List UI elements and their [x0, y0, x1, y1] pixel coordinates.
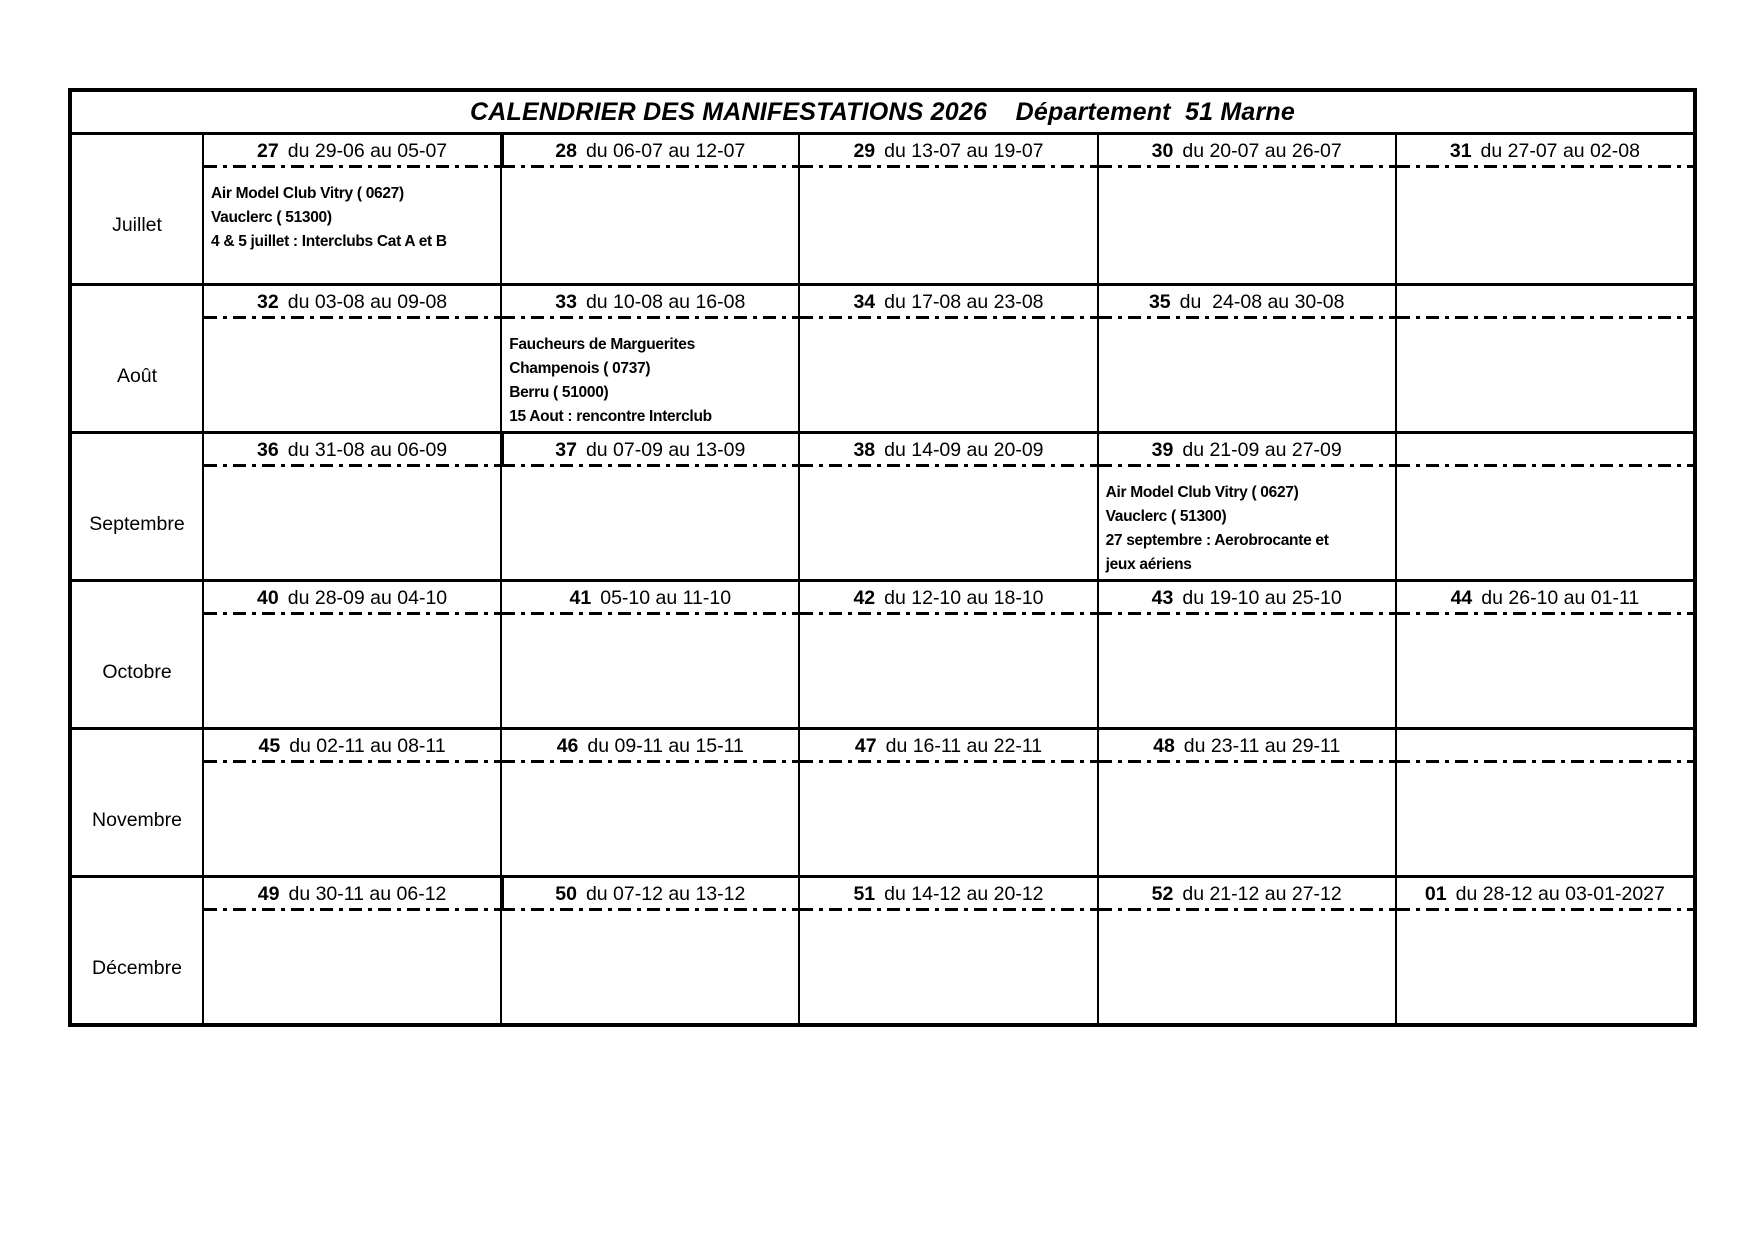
- week-header: [1397, 582, 1693, 612]
- week-dates: du 07-12 au 13-12: [585, 882, 746, 905]
- week-header: [800, 730, 1096, 760]
- week-number: 52: [1151, 882, 1174, 905]
- event-text: [502, 319, 798, 429]
- week-cell: [202, 878, 500, 1023]
- month-label: Décembre: [92, 957, 182, 979]
- dash-separator: [1397, 908, 1693, 911]
- week-number: 46: [556, 734, 579, 757]
- dash-separator: [1099, 316, 1395, 319]
- week-dates: du 24-08 au 30-08: [1179, 290, 1345, 313]
- week-header: [1397, 434, 1693, 464]
- week-cell: [500, 582, 798, 727]
- week-number: 42: [853, 586, 876, 609]
- week-cell: [1097, 730, 1395, 875]
- dash-separator: [800, 760, 1096, 763]
- week-header: [204, 582, 500, 612]
- dash-separator: [502, 908, 798, 911]
- week-header: [800, 286, 1096, 316]
- week-cell: [798, 286, 1096, 431]
- week-dates: du 27-07 au 02-08: [1480, 139, 1640, 162]
- week-number: 32: [257, 290, 279, 313]
- week-number: 49: [257, 882, 280, 905]
- week-cell: [798, 434, 1096, 579]
- dash-separator: [800, 908, 1096, 911]
- week-number: 51: [853, 882, 876, 905]
- week-cell: [500, 730, 798, 875]
- week-header: [502, 878, 798, 908]
- month-row-0: [72, 135, 1693, 283]
- dash-separator: [502, 165, 798, 168]
- week-cell: [1395, 878, 1693, 1023]
- week-cell: [202, 434, 500, 579]
- week-header: [204, 135, 500, 165]
- dash-separator: [1099, 908, 1395, 911]
- event-line: 4 & 5 juillet : Interclubs Cat A et B: [211, 233, 447, 250]
- month-cell: [72, 135, 202, 283]
- week-dates: du 21-12 au 27-12: [1182, 882, 1342, 905]
- week-cell: [1097, 434, 1395, 579]
- dash-separator: [502, 760, 798, 763]
- week-number: 48: [1153, 734, 1175, 757]
- week-header: [1099, 434, 1395, 464]
- dash-separator: [204, 612, 500, 615]
- dash-separator: [204, 316, 500, 319]
- month-label: Novembre: [92, 809, 182, 831]
- week-cell: [1395, 286, 1693, 431]
- week-cell: [798, 878, 1096, 1023]
- week-header: [204, 878, 500, 908]
- month-cell: [72, 286, 202, 431]
- week-dates: du 19-10 au 25-10: [1182, 586, 1342, 609]
- week-header: [502, 135, 798, 165]
- week-cell: [202, 286, 500, 431]
- week-number: 01: [1424, 882, 1447, 905]
- event-line: Faucheurs de Marguerites: [509, 336, 695, 353]
- week-header: [1099, 135, 1395, 165]
- week-dates: du 07-09 au 13-09: [585, 438, 746, 461]
- week-cell: [202, 582, 500, 727]
- week-header: [1099, 730, 1395, 760]
- week-header: [800, 878, 1096, 908]
- week-number: 33: [555, 290, 577, 313]
- week-number: 41: [569, 586, 592, 609]
- week-cell: [1395, 730, 1693, 875]
- event-line: 15 Aout : rencontre Interclub: [509, 408, 712, 425]
- month-label: Juillet: [112, 214, 162, 236]
- week-cell: [500, 135, 798, 283]
- dash-separator: [1397, 165, 1693, 168]
- week-number: 31: [1449, 139, 1472, 162]
- week-number: 45: [258, 734, 281, 757]
- week-header: [204, 434, 500, 464]
- week-header: [1099, 286, 1395, 316]
- week-cell: [500, 286, 798, 431]
- dash-separator: [204, 760, 500, 763]
- week-number: 30: [1151, 139, 1174, 162]
- week-header: [502, 582, 798, 612]
- event-line: 27 septembre : Aerobrocante et: [1105, 532, 1329, 549]
- week-cell: [500, 878, 798, 1023]
- week-dates: 05-10 au 11-10: [600, 586, 732, 609]
- week-dates: du 26-10 au 01-11: [1481, 586, 1640, 609]
- week-cell: [1395, 434, 1693, 579]
- dash-separator: [800, 612, 1096, 615]
- week-header: [502, 286, 798, 316]
- week-cell: [1097, 878, 1395, 1023]
- month-cell: [72, 730, 202, 875]
- week-dates: du 28-12 au 03-01-2027: [1455, 882, 1665, 905]
- calendar-table: [68, 88, 1697, 1027]
- week-header: [502, 730, 798, 760]
- month-row-1: [72, 283, 1693, 431]
- week-header: [1397, 878, 1693, 908]
- event-line: Champenois ( 0737): [509, 360, 651, 377]
- week-number: 38: [853, 438, 876, 461]
- week-cell: [202, 135, 500, 283]
- week-dates: du 29-06 au 05-07: [287, 139, 448, 162]
- week-dates: du 28-09 au 04-10: [287, 586, 448, 609]
- week-number: 40: [257, 586, 279, 609]
- week-dates: du 06-07 au 12-07: [585, 139, 746, 162]
- week-header: [1397, 730, 1693, 760]
- week-header: [204, 730, 500, 760]
- week-number: 43: [1151, 586, 1174, 609]
- week-number: 27: [257, 139, 279, 162]
- week-dates: du 03-08 au 09-08: [287, 290, 448, 313]
- week-dates: du 13-07 au 19-07: [884, 139, 1044, 162]
- dash-separator: [204, 464, 500, 467]
- week-dates: du 09-11 au 15-11: [587, 734, 744, 757]
- week-number: 34: [853, 290, 876, 313]
- week-dates: du 30-11 au 06-12: [288, 882, 447, 905]
- week-cell: [500, 434, 798, 579]
- event-line: jeux aériens: [1105, 556, 1192, 573]
- week-header: [800, 434, 1096, 464]
- week-header: [204, 286, 500, 316]
- month-cell: [72, 434, 202, 579]
- dash-separator: [1099, 760, 1395, 763]
- dash-separator: [1397, 612, 1693, 615]
- month-label: Octobre: [102, 661, 172, 683]
- week-dates: du 10-08 au 16-08: [585, 290, 746, 313]
- event-line: Air Model Club Vitry ( 0627): [1105, 484, 1299, 501]
- week-dates: du 31-08 au 06-09: [287, 438, 448, 461]
- week-cell: [1097, 135, 1395, 283]
- dash-separator: [1397, 760, 1693, 763]
- dash-separator: [800, 165, 1096, 168]
- week-header: [1099, 582, 1395, 612]
- week-dates: du 14-09 au 20-09: [884, 438, 1044, 461]
- dash-separator: [502, 464, 798, 467]
- week-number: 37: [555, 438, 577, 461]
- week-header: [800, 135, 1096, 165]
- week-header: [1397, 286, 1693, 316]
- week-cell: [1395, 135, 1693, 283]
- event-line: Vauclerc ( 51300): [211, 209, 332, 226]
- week-dates: du 23-11 au 29-11: [1183, 734, 1341, 757]
- week-number: 35: [1148, 290, 1171, 313]
- event-text: [1099, 467, 1395, 577]
- dash-separator: [1397, 316, 1693, 319]
- event-line: Air Model Club Vitry ( 0627): [211, 185, 404, 202]
- week-dates: du 14-12 au 20-12: [884, 882, 1044, 905]
- dash-separator: [1099, 165, 1395, 168]
- event-line: Vauclerc ( 51300): [1105, 508, 1227, 525]
- month-cell: [72, 582, 202, 727]
- week-dates: du 21-09 au 27-09: [1182, 438, 1342, 461]
- month-label: Septembre: [89, 513, 185, 535]
- month-row-5: [72, 875, 1693, 1023]
- week-header: [502, 434, 798, 464]
- week-cell: [202, 730, 500, 875]
- event-line: Berru ( 51000): [509, 384, 609, 401]
- week-dates: du 20-07 au 26-07: [1182, 139, 1342, 162]
- week-number: 39: [1151, 438, 1174, 461]
- week-header: [1397, 135, 1693, 165]
- week-header: [800, 582, 1096, 612]
- dash-separator: [502, 612, 798, 615]
- week-dates: du 02-11 au 08-11: [289, 734, 446, 757]
- week-number: 29: [853, 139, 876, 162]
- dash-separator: [1099, 612, 1395, 615]
- month-row-2: [72, 431, 1693, 579]
- month-row-3: [72, 579, 1693, 727]
- week-cell: [798, 582, 1096, 727]
- week-number: 50: [555, 882, 577, 905]
- dash-separator: [800, 464, 1096, 467]
- week-number: 44: [1450, 586, 1473, 609]
- week-dates: du 12-10 au 18-10: [884, 586, 1044, 609]
- week-number: 28: [555, 139, 577, 162]
- week-header: [1099, 878, 1395, 908]
- week-dates: du 16-11 au 22-11: [885, 734, 1043, 757]
- week-cell: [798, 135, 1096, 283]
- week-number: 36: [257, 438, 279, 461]
- week-cell: [1097, 582, 1395, 727]
- event-text: [204, 168, 500, 254]
- month-cell: [72, 878, 202, 1023]
- month-label: Août: [116, 365, 158, 387]
- month-row-4: [72, 727, 1693, 875]
- week-dates: du 17-08 au 23-08: [884, 290, 1044, 313]
- week-cell: [1097, 286, 1395, 431]
- week-cell: [1395, 582, 1693, 727]
- week-number: 47: [854, 734, 877, 757]
- week-cell: [798, 730, 1096, 875]
- dash-separator: [204, 908, 500, 911]
- dash-separator: [1397, 464, 1693, 467]
- dash-separator: [800, 316, 1096, 319]
- calendar-body: [72, 135, 1693, 1023]
- page-title: CALENDRIER DES MANIFESTATIONS 2026 Département 51 Marne: [72, 92, 1693, 135]
